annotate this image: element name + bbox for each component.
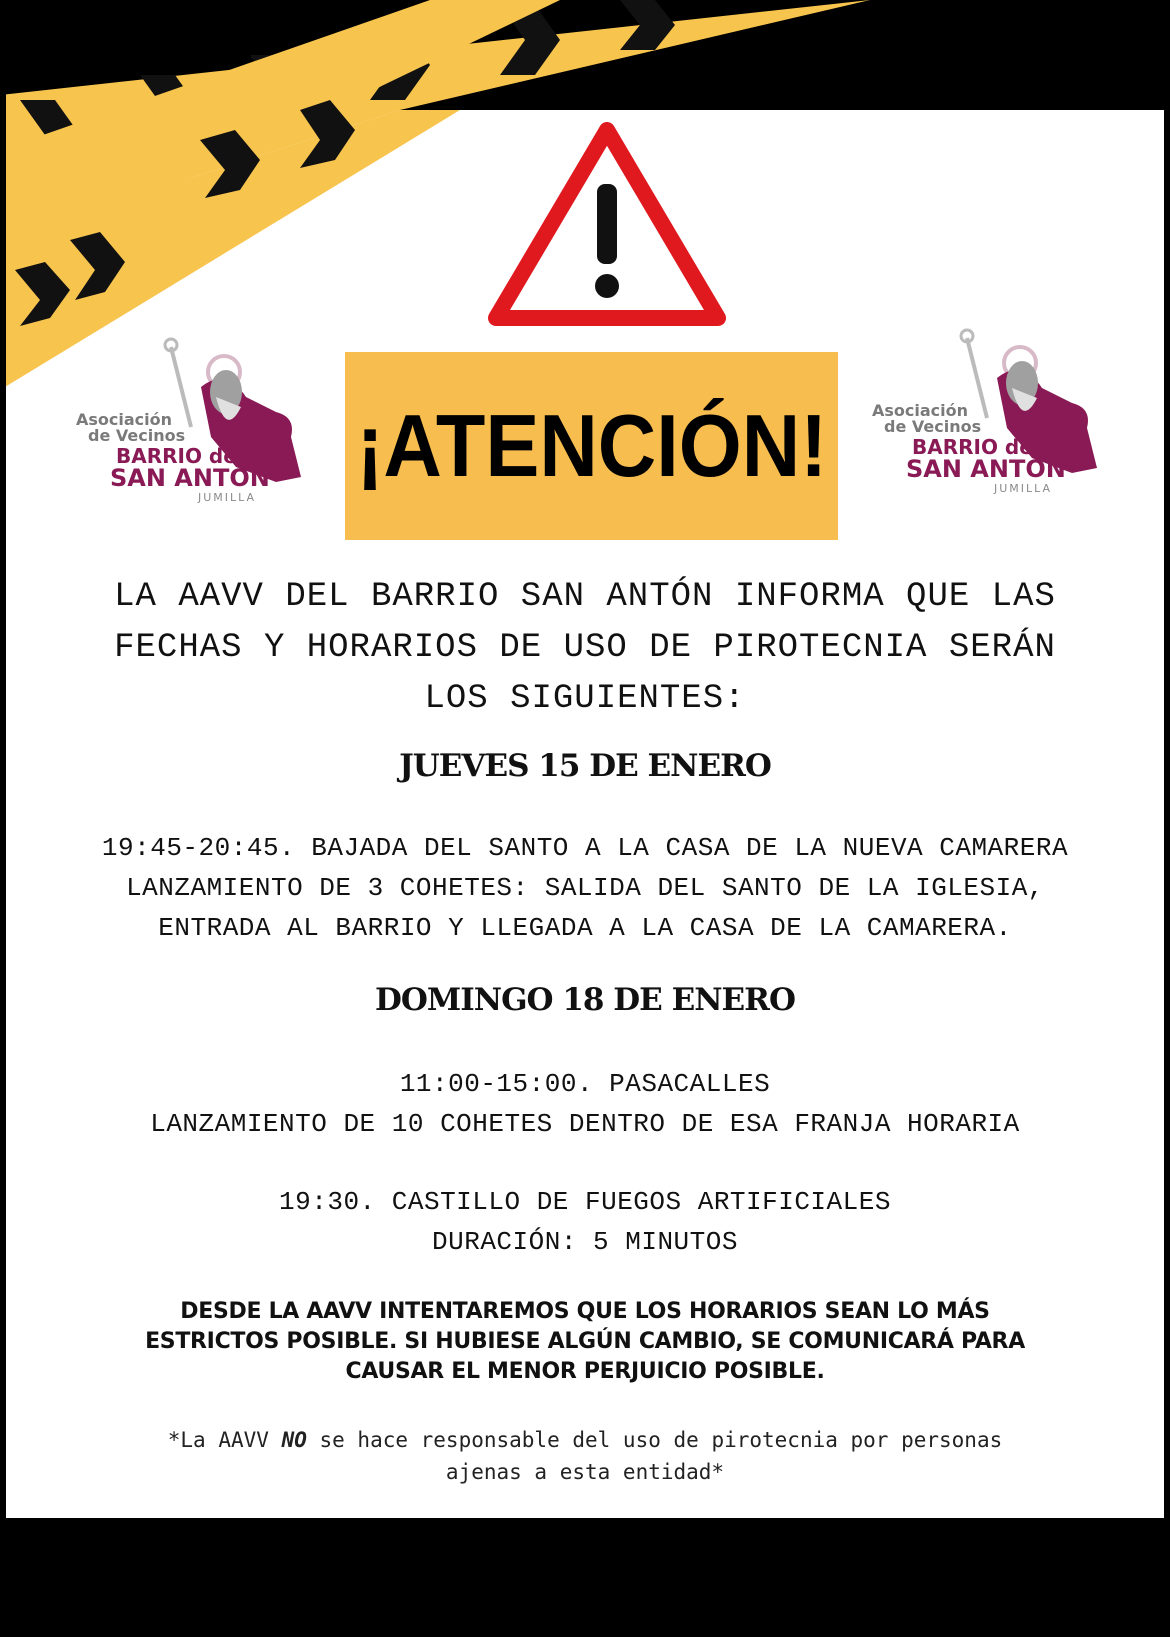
schedule-line: DURACIÓN: 5 MINUTOS (432, 1227, 738, 1257)
day2-event-pasacalles (40, 1064, 1130, 1144)
disclaimer-part: se hace responsable del uso de pirotecnia por personas (306, 1428, 1003, 1452)
association-logo-left (76, 337, 326, 537)
schedule-line: LANZAMIENTO DE 10 COHETES DENTRO DE ESA FRANJA HORARIA (150, 1109, 1020, 1139)
disclaimer-part: *La AAVV (167, 1428, 282, 1452)
attention-banner (345, 352, 838, 540)
logo-text-line: de Vecinos (884, 417, 982, 436)
disclaimer-emphasis: NO (281, 1428, 307, 1452)
logo-text-line: Asociación (872, 401, 969, 420)
schedule-line: 19:30. CASTILLO DE FUEGOS ARTIFICIALES (279, 1187, 891, 1217)
attention-title: ¡ATENCIÓN! (356, 396, 827, 495)
notice-line: DESDE LA AAVV INTENTAREMOS QUE LOS HORARIOS SEAN LO MÁS (180, 1299, 990, 1324)
warning-triangle-icon (488, 122, 726, 328)
intro-line: FECHAS Y HORARIOS DE USO DE PIROTECNIA SERÁN (114, 629, 1056, 667)
schedule-line: ENTRADA AL BARRIO Y LLEGADA A LA CASA DE LA CAMARERA. (158, 913, 1012, 943)
day-heading-jueves: JUEVES 15 DE ENERO (399, 748, 771, 784)
notice-text (90, 1297, 1080, 1387)
logo-text-line: SAN ANTÓN (110, 464, 270, 492)
logo-text-line: BARRIO de (116, 444, 237, 468)
logo-text-line: Asociación (76, 410, 173, 429)
schedule-line: 19:45-20:45. BAJADA DEL SANTO A LA CASA DE LA NUEVA CAMARERA (101, 833, 1069, 863)
intro-text (60, 572, 1110, 725)
day1-schedule (40, 828, 1130, 948)
association-logo-right (872, 328, 1122, 528)
day-heading-domingo: DOMINGO 18 DE ENERO (375, 982, 795, 1018)
schedule-line: 11:00-15:00. PASACALLES (399, 1069, 771, 1099)
intro-line: LOS SIGUIENTES: (424, 680, 746, 718)
disclaimer-line (90, 1424, 1080, 1456)
logo-text-line: de Vecinos (88, 426, 186, 445)
schedule-line: LANZAMIENTO DE 3 COHETES: SALIDA DEL SANTO DE LA IGLESIA, (126, 873, 1044, 903)
notice-line: CAUSAR EL MENOR PERJUICIO POSIBLE. (345, 1359, 825, 1384)
disclaimer (90, 1424, 1080, 1488)
notice-line: ESTRICTOS POSIBLE. SI HUBIESE ALGÚN CAMBIO, SE COMUNICARÁ PARA (145, 1329, 1025, 1354)
logo-text-line: JUMILLA (994, 482, 1053, 495)
logo-text-line: JUMILLA (198, 491, 257, 504)
logo-text-line: BARRIO de (912, 435, 1033, 459)
logo-text-line: SAN ANTÓN (906, 455, 1066, 483)
day2-event-castillo (40, 1182, 1130, 1262)
intro-line: LA AAVV DEL BARRIO SAN ANTÓN INFORMA QUE LAS (114, 578, 1056, 616)
disclaimer-line: ajenas a esta entidad* (445, 1460, 725, 1484)
